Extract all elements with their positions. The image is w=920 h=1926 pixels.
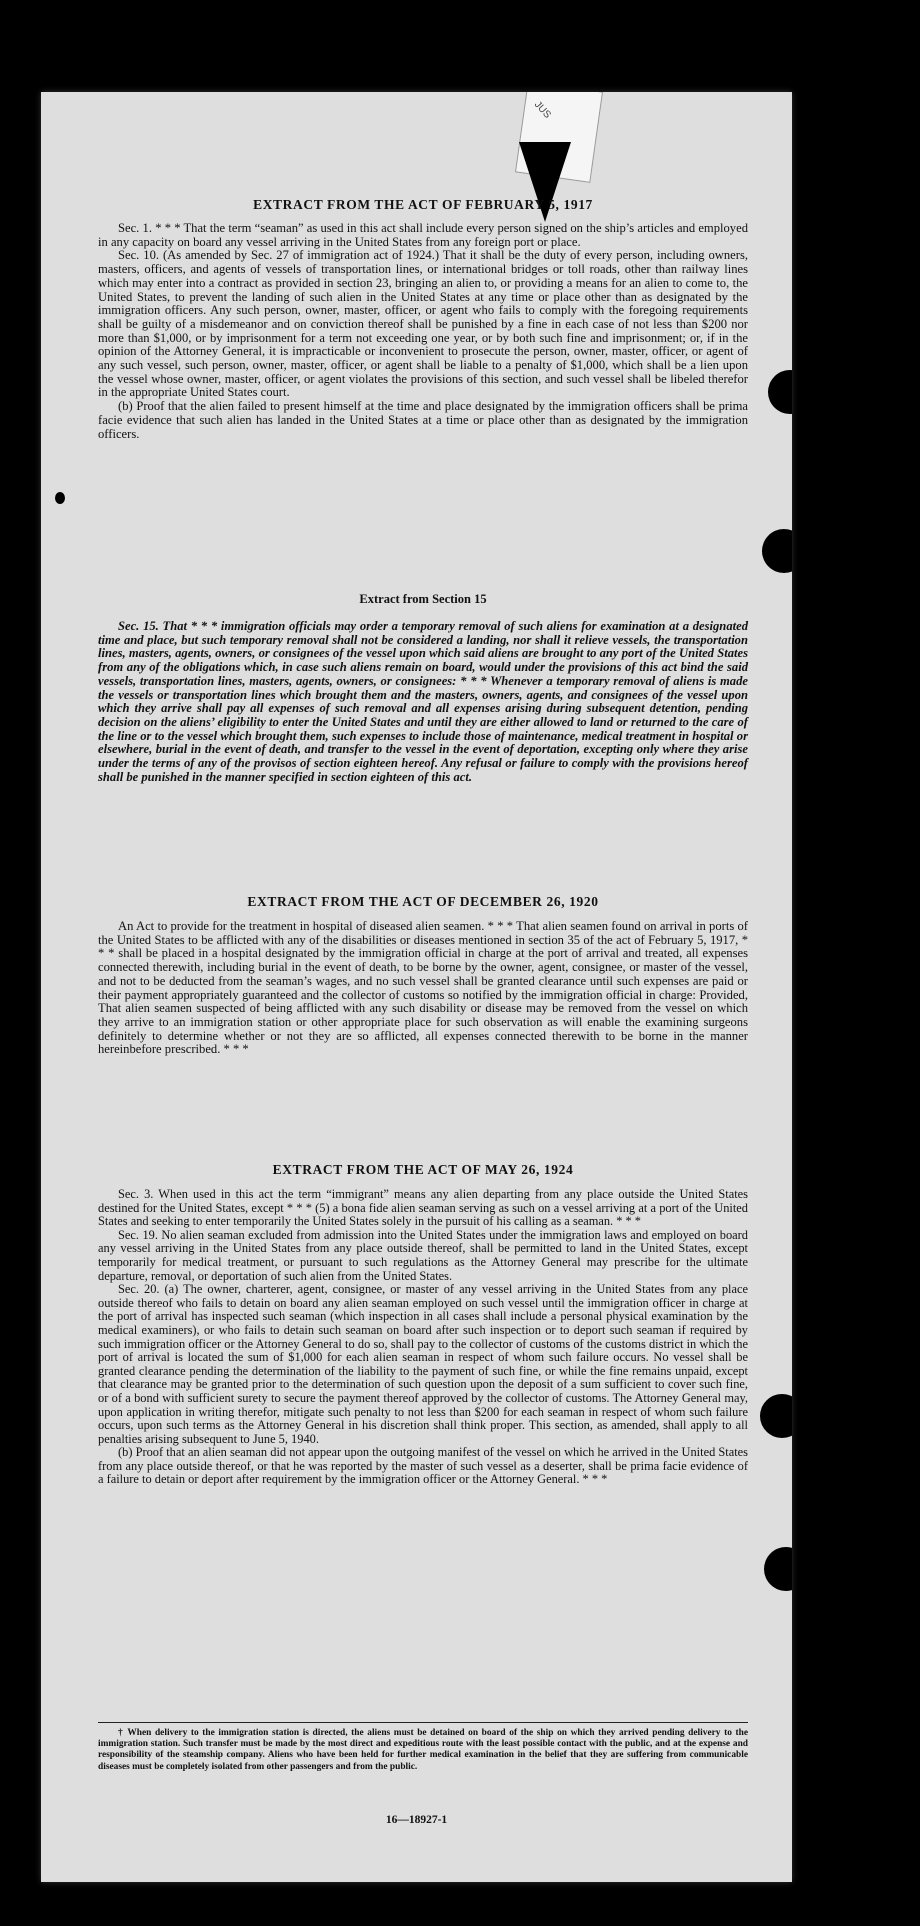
edge-mark: [55, 492, 65, 504]
punch-hole-4: [764, 1547, 792, 1591]
footnote: [98, 1728, 748, 1773]
document-page: [41, 92, 792, 1882]
title-1920: EXTRACT FROM THE ACT OF DECEMBER 26, 1920: [247, 894, 599, 909]
paragraph-sec19: Sec. 19. No alien seaman excluded from admission into the United States under the immigration laws and employed on board any vessel arriving in the United States from any place outside thereof, shall be permitted to land in the United States, except temporarily for medical treatment, or pursuant to such regulations as the Attorney General may prescribe for the ultimate departure, removal, or deportation of such alien from the United States.: [98, 1227, 748, 1283]
section-15: [98, 620, 748, 784]
punch-hole-1: [768, 370, 792, 414]
punch-hole-3: [760, 1394, 792, 1438]
punch-hole-2: [762, 529, 792, 573]
document-number: 16—18927-1: [385, 1814, 448, 1826]
paragraph-sec1: Sec. 1. * * * That the term “seaman” as used in this act shall include every person signed on the ship’s articles and employed in any capacity on board any vessel arriving in the United States from any foreign port or place.: [98, 221, 748, 249]
paragraph-sec15: Sec. 15. That * * * immigration officials may order a temporary removal of such aliens for examination at a designated time and place, but such temporary removal shall not be considered a landing, nor shall it relieve vessels, the transportation lines, masters, agents, owners, or consignees of the vessel upon which said aliens are brought to any port of the United States from any of the obligations which, in case such aliens remain on board, would under the provisions of this act bind the said vessels, transportation lines, masters, agents, owners, or consignees: * * * Whenever a temporary removal of aliens is made the vessels or transportation lines which brought them and the masters, owners, agents, and consignees of the vessel upon which they arrive shall pay all expenses of such removal and all expenses arising during subsequent detention, pending decision on the aliens’ eligibility to enter the United States and until they are either allowed to land or returned to the care of the line or to the vessel which brought them, such expenses to include those of maintenance, medical treatment in hospital or elsewhere, burial in the event of death, and transfer to the vessel in the event of deportation, excepting only where they arise under the terms of any of the provisos of section eighteen hereof. Any refusal or failure to comply with the provisions hereof shall be punished in the manner specified in section eighteen of this act.: [98, 619, 748, 784]
stamp-text: JUS: [531, 99, 553, 121]
title-1924: EXTRACT FROM THE ACT OF MAY 26, 1924: [272, 1162, 574, 1177]
paragraph-1920: An Act to provide for the treatment in hospital of diseased alien seamen. * * * That alien seamen found on arrival in ports of the United States to be afflicted with any of the disabilities or diseases mentioned in section 35 of the act of February 5, 1917, * * * shall be placed in a hospital designated by the immigration official in charge at the port of arrival and treated, all expenses connected therewith, including burial in the event of death, to be borne by the owner, agent, consignee, or master of the vessel, and not to be deducted from the seaman’s wages, and no such vessel shall be granted clearance until such expenses are paid or their payment appropriately guaranteed and the collector of customs so notified by the immigration official in charge: Provided, That alien seamen suspected of being afflicted with any such disability or disease may be removed from the vessel on which they arrive to an immigration station or other appropriate place for such observation as will enable the examining surgeons definitely to determine whether or not they are so afflicted, all expenses connected therewith to be borne in the manner hereinbefore prescribed. * * *: [98, 919, 748, 1057]
paragraph-sec20b: (b) Proof that an alien seaman did not appear upon the outgoing manifest of the vessel on which he arrived in the United States from any place outside thereof, or that he was reported by the master of such vessel as a deserter, shall be prima facie evidence of a failure to detain or deport after requirement by the immigration officer or the Attorney General. * * *: [98, 1445, 748, 1487]
section-1924: [98, 1188, 748, 1487]
section-1917: [98, 222, 748, 441]
title-1920-wrap: [98, 894, 748, 910]
footnote-rule: [98, 1722, 748, 1723]
paragraph-sec20a: Sec. 20. (a) The owner, charterer, agent, consignee, or master of any vessel arriving in the United States from any place outside thereof who fails to detain on board any alien seaman employed on such vessel until the immigration officer in charge at the port of arrival has inspected such seaman (which inspection in all cases shall include a personal physical examination by the medical examiners), or who fails to detain such seaman on board after such inspection or to deport such seaman if required by such immigration officer or the Attorney General to do so, shall pay to the collector of customs of the customs district in which the port of arrival is located the sum of $1,000 for each alien seaman in respect of whom such failure occurs. No vessel shall be granted clearance pending the determination of the liability to the payment of such fine, or while the fine remains unpaid, except that clearance may be granted prior to the determination of such question upon the deposit of a sum sufficient to cover such fine, or of a bond with sufficient surety to secure the payment thereof approved by the collector of customs. The Attorney General may, upon application in writing therefor, mitigate such penalty to not less than $200 for each seaman in respect of whom such failure occurs, upon such terms as the Attorney General in his discretion shall think proper. This section, as amended, shall apply to all penalties arising subsequent to June 5, 1940.: [98, 1282, 748, 1446]
paragraph-sec10: Sec. 10. (As amended by Sec. 27 of immigration act of 1924.) That it shall be the duty of every person, including owners, masters, officers, and agents of vessels of transportation lines, or international bridges or toll roads, other than railway lines which may enter into a contract as provided in section 23, bringing an alien to, or providing a means for an alien to come to, the United States, to prevent the landing of such alien in the United States at any time or place other than as designated by the immigration officers. Any such person, owner, master, officer, or agent who fails to comply with the foregoing requirements shall be guilty of a misdemeanor and on conviction thereof shall be punished by a fine in each case of not less than $200 nor more than $1,000, or by imprisonment for a term not exceeding one year, or by both such fine and imprisonment; or, if in the opinion of the Attorney General, it is impracticable or inconvenient to prosecute the person, owner, master, officer, or agent of any such vessel, such person, owner, master, officer, or agent shall be liable to a penalty of $1,000, which shall be a lien upon the vessel whose owner, master, officer, or agent violates the provisions of this section, and such vessel shall be libeled therefor in the appropriate United States court.: [98, 248, 748, 400]
title-1924-wrap: [98, 1162, 748, 1178]
section-15-heading: Extract from Section 15: [359, 592, 487, 606]
paragraph-sec3: Sec. 3. When used in this act the term “immigrant” means any alien departing from any place outside the United States destined for the United States, except * * * (5) a bona fide alien seaman serving as such on a vessel arriving at a port of the United States and seeking to enter temporarily the United States solely in the pursuit of his calling as a seaman. * * *: [98, 1187, 748, 1229]
paragraph-sec10b: (b) Proof that the alien failed to present himself at the time and place designated by the immigration officers shall be prima facie evidence that such alien has landed in the United States at a time or place other than as designated by the immigration officers.: [98, 399, 748, 441]
title-1917-wrap: [98, 197, 748, 213]
section-1920: [98, 920, 748, 1057]
section-15-heading-wrap: [98, 592, 748, 607]
footnote-text: † When delivery to the immigration station is directed, the aliens must be detained on board of the ship on which they arrived pending delivery to the immigration station. Such transfer must be made by the most direct and expeditious route with the least possible contact with the public, and at the expense and responsibility of the steamship company. Aliens who have been held for further medical examination in the belief that they are suffering from communicable diseases must be completely isolated from other passengers and from the public.: [98, 1728, 748, 1772]
title-1917: EXTRACT FROM THE ACT OF FEBRUARY 5, 1917: [253, 197, 593, 212]
